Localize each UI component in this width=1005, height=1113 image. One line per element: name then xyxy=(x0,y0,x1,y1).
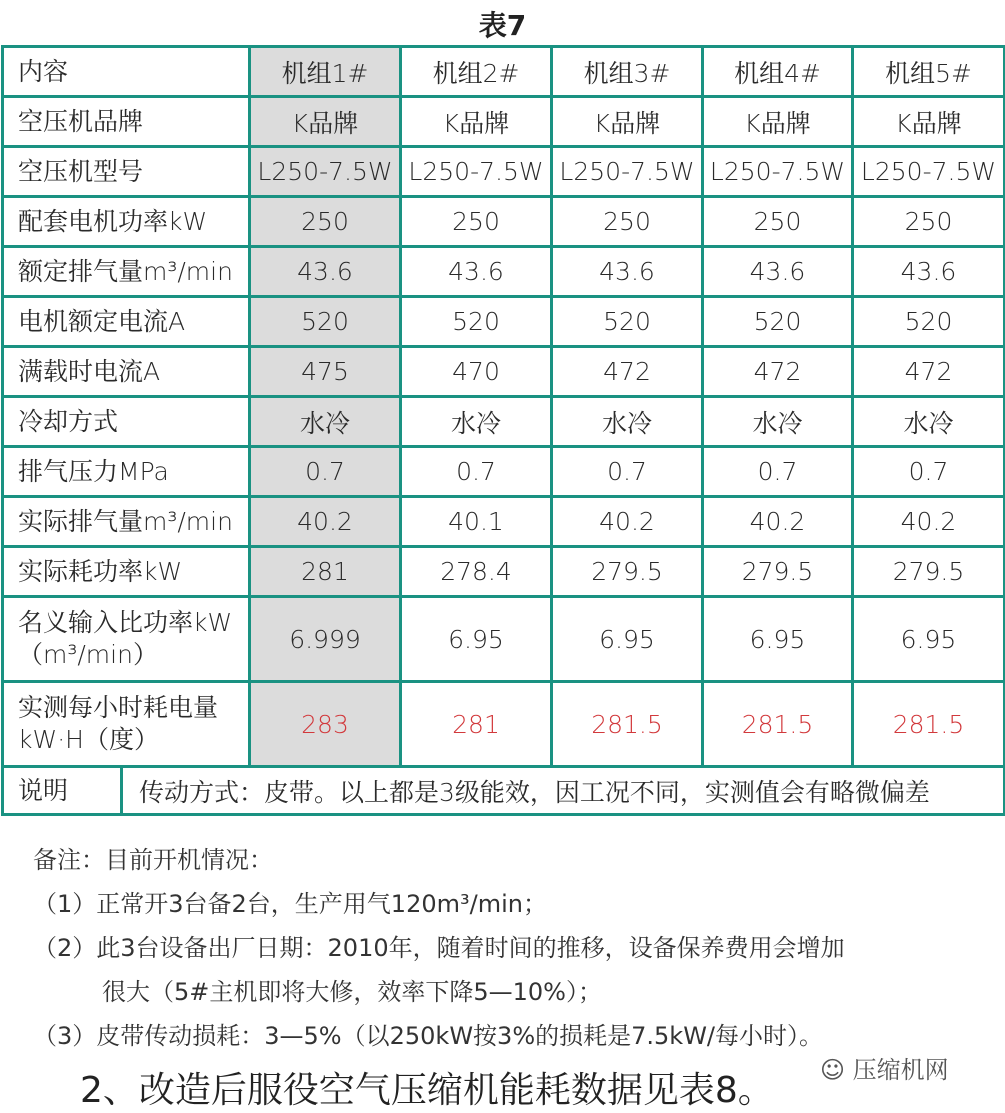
value-cell: 278.4 xyxy=(401,547,552,597)
value-cell: 水冷 xyxy=(703,397,853,447)
table-row xyxy=(3,497,1005,547)
value-cell: 0.7 xyxy=(552,447,703,497)
value-cell: 520 xyxy=(552,297,703,347)
table-row xyxy=(3,447,1005,497)
header-cell: 机组2# xyxy=(401,47,552,97)
table-row xyxy=(3,147,1005,197)
value-cell: K品牌 xyxy=(401,97,552,147)
value-cell: 0.7 xyxy=(401,447,552,497)
value-cell: 279.5 xyxy=(703,547,853,597)
row-label: 冷却方式 xyxy=(3,397,250,447)
row-label: 排气压力MPa xyxy=(3,447,250,497)
value-cell: 40.2 xyxy=(552,497,703,547)
value-cell: K品牌 xyxy=(250,97,401,147)
table-row xyxy=(3,297,1005,347)
table-row xyxy=(3,97,1005,147)
table-row xyxy=(3,682,1005,767)
remark-row xyxy=(3,767,1005,815)
header-cell: 内容 xyxy=(3,47,250,97)
value-cell: 6.95 xyxy=(853,597,1005,682)
value-cell: 43.6 xyxy=(401,247,552,297)
value-cell: 水冷 xyxy=(853,397,1005,447)
wechat-icon: ☺ xyxy=(820,1056,853,1084)
row-label: 实际耗功率kW xyxy=(3,547,250,597)
header-row xyxy=(3,47,1005,97)
notes-title: 备注：目前开机情况： xyxy=(33,846,273,874)
value-cell: 470 xyxy=(401,347,552,397)
value-cell: 水冷 xyxy=(552,397,703,447)
value-cell: 250 xyxy=(703,197,853,247)
value-cell: L250-7.5W xyxy=(250,147,401,197)
table-row xyxy=(3,347,1005,397)
value-cell: 6.95 xyxy=(552,597,703,682)
value-cell: 0.7 xyxy=(250,447,401,497)
row-label: 电机额定电流A xyxy=(3,297,250,347)
value-cell: 520 xyxy=(703,297,853,347)
remark-text: 传动方式：皮带。以上都是3级能效，因工况不同，实测值会有略微偏差 xyxy=(139,777,930,807)
notes xyxy=(33,838,845,1058)
value-cell: 250 xyxy=(853,197,1005,247)
value-cell: 283 xyxy=(250,682,401,767)
table-row xyxy=(3,397,1005,447)
value-cell: L250-7.5W xyxy=(401,147,552,197)
value-cell: 279.5 xyxy=(552,547,703,597)
value-cell: 281.5 xyxy=(703,682,853,767)
remark-label: 说明 xyxy=(4,768,123,813)
value-cell: L250-7.5W xyxy=(853,147,1005,197)
value-cell: 281.5 xyxy=(853,682,1005,767)
value-cell: 472 xyxy=(703,347,853,397)
value-cell: 40.2 xyxy=(703,497,853,547)
row-label: 额定排气量m³/min xyxy=(3,247,250,297)
header-cell: 机组3# xyxy=(552,47,703,97)
value-cell: 6.95 xyxy=(401,597,552,682)
subheading: 2、改造后服役空气压缩机能耗数据见表8。 xyxy=(80,1070,774,1111)
table-row xyxy=(3,547,1005,597)
value-cell: 250 xyxy=(552,197,703,247)
value-cell: 472 xyxy=(853,347,1005,397)
value-cell: 水冷 xyxy=(401,397,552,447)
row-label: 实测每小时耗电量kW·H（度） xyxy=(3,682,250,767)
value-cell: 43.6 xyxy=(703,247,853,297)
value-cell: 281.5 xyxy=(552,682,703,767)
value-cell: 520 xyxy=(853,297,1005,347)
value-cell: 281 xyxy=(250,547,401,597)
value-cell: 6.95 xyxy=(703,597,853,682)
row-label: 名义输入比功率kW（m³/min） xyxy=(3,597,250,682)
watermark: ☺ 压缩机网 xyxy=(820,1056,949,1084)
value-cell: 40.2 xyxy=(250,497,401,547)
value-cell: 43.6 xyxy=(552,247,703,297)
value-cell: K品牌 xyxy=(853,97,1005,147)
table-row xyxy=(3,197,1005,247)
row-label: 配套电机功率kW xyxy=(3,197,250,247)
row-label: 满载时电流A xyxy=(3,347,250,397)
value-cell: 40.2 xyxy=(853,497,1005,547)
value-cell: 0.7 xyxy=(703,447,853,497)
value-cell: 43.6 xyxy=(250,247,401,297)
value-cell: 279.5 xyxy=(853,547,1005,597)
value-cell: 520 xyxy=(401,297,552,347)
value-cell: 0.7 xyxy=(853,447,1005,497)
value-cell: 43.6 xyxy=(853,247,1005,297)
header-cell: 机组5# xyxy=(853,47,1005,97)
table-title: 表7 xyxy=(478,9,527,42)
header-cell: 机组4# xyxy=(703,47,853,97)
row-label: 空压机型号 xyxy=(3,147,250,197)
value-cell: L250-7.5W xyxy=(552,147,703,197)
row-label: 实际排气量m³/min xyxy=(3,497,250,547)
spec-table xyxy=(1,45,1005,816)
value-cell: 475 xyxy=(250,347,401,397)
note-3: （3）皮带传动损耗：3—5%（以250kW按3%的损耗是7.5kW/每小时）。 xyxy=(33,1022,824,1050)
table-row xyxy=(3,247,1005,297)
value-cell: L250-7.5W xyxy=(703,147,853,197)
value-cell: 520 xyxy=(250,297,401,347)
note-2-cont: 很大（5#主机即将大修，效率下降5—10%）； xyxy=(102,978,602,1006)
value-cell: 水冷 xyxy=(250,397,401,447)
value-cell: K品牌 xyxy=(552,97,703,147)
table-row xyxy=(3,597,1005,682)
note-1: （1）正常开3台备2台，生产用气120m³/min； xyxy=(33,890,547,918)
row-label: 空压机品牌 xyxy=(3,97,250,147)
value-cell: 6.999 xyxy=(250,597,401,682)
value-cell: 40.1 xyxy=(401,497,552,547)
header-cell: 机组1# xyxy=(250,47,401,97)
value-cell: 472 xyxy=(552,347,703,397)
value-cell: 250 xyxy=(401,197,552,247)
value-cell: K品牌 xyxy=(703,97,853,147)
note-2: （2）此3台设备出厂日期：2010年，随着时间的推移，设备保养费用会增加 xyxy=(33,934,845,962)
value-cell: 281 xyxy=(401,682,552,767)
value-cell: 250 xyxy=(250,197,401,247)
